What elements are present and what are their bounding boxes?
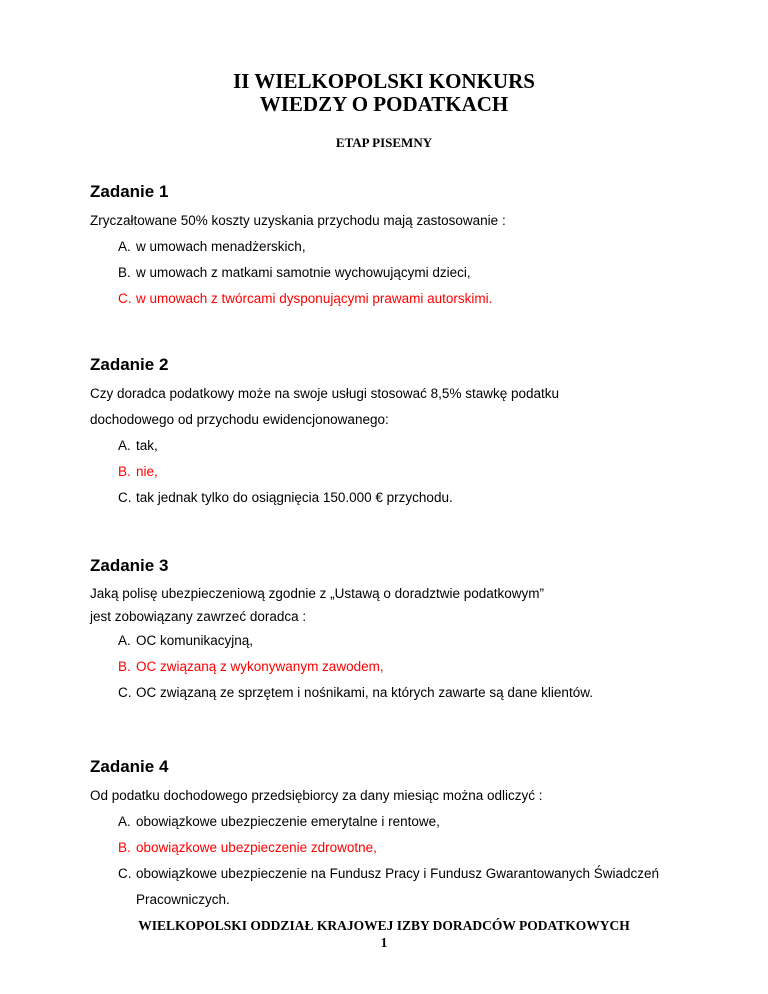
answer-list xyxy=(90,809,710,913)
option-letter: A. xyxy=(118,438,131,453)
question-line: dochodowego od przychodu ewidencjonowanego: xyxy=(90,412,389,427)
task-heading: Zadanie 2 xyxy=(90,355,169,374)
task-question xyxy=(90,582,710,628)
task-question xyxy=(90,208,710,234)
title-line-1: II WIELKOPOLSKI KONKURS xyxy=(233,69,535,93)
answer-list xyxy=(90,433,710,511)
option-text: OC komunikacyjną, xyxy=(136,633,254,648)
title-line-2: WIEDZY O PODATKACH xyxy=(259,92,509,116)
option-text: obowiązkowe ubezpieczenie zdrowotne, xyxy=(136,840,377,855)
option-text: obowiązkowe ubezpieczenie emerytalne i rentowe, xyxy=(136,814,440,829)
task-3 xyxy=(90,556,710,706)
option-text: obowiązkowe ubezpieczenie na Fundusz Pracy i Fundusz Gwarantowanych Świadczeń Pracowniczych. xyxy=(136,866,660,907)
answer-option-c-correct xyxy=(90,286,710,312)
task-4 xyxy=(90,757,710,913)
answer-list xyxy=(90,628,710,706)
option-letter: C. xyxy=(118,866,132,881)
option-letter: C. xyxy=(118,490,132,505)
option-letter: B. xyxy=(118,464,131,479)
footer-organization: WIELKOPOLSKI ODDZIAŁ KRAJOWEJ IZBY DORADCÓW PODATKOWYCH xyxy=(138,918,630,933)
answer-option-c xyxy=(90,680,710,706)
task-question xyxy=(90,381,710,433)
answer-option-a xyxy=(90,628,710,654)
option-letter: B. xyxy=(118,265,131,280)
option-letter: A. xyxy=(118,633,131,648)
question-line: Jaką polisę ubezpieczeniową zgodnie z „Ustawą o doradztwie podatkowym” xyxy=(90,586,544,601)
option-text: nie, xyxy=(136,464,158,479)
answer-option-a xyxy=(90,433,710,459)
subtitle: ETAP PISEMNY xyxy=(335,135,433,150)
answer-option-b-correct xyxy=(90,654,710,680)
option-letter: B. xyxy=(118,840,131,855)
answer-option-c xyxy=(90,485,710,511)
answer-option-b-correct xyxy=(90,835,710,861)
option-letter: C. xyxy=(118,291,132,306)
answer-option-a xyxy=(90,809,710,835)
document-footer xyxy=(0,917,768,951)
question-line: jest zobowiązany zawrzeć doradca : xyxy=(90,609,307,624)
task-heading: Zadanie 3 xyxy=(90,556,169,575)
answer-option-b xyxy=(90,260,710,286)
answer-list xyxy=(90,234,710,312)
answer-option-c xyxy=(90,861,710,913)
document-header xyxy=(0,70,768,151)
question-line: Czy doradca podatkowy może na swoje usługi stosować 8,5% stawkę podatku xyxy=(90,386,559,401)
option-text: OC związaną ze sprzętem i nośnikami, na których zawarte są dane klientów. xyxy=(136,685,593,700)
option-text: OC związaną z wykonywanym zawodem, xyxy=(136,659,384,674)
answer-option-a xyxy=(90,234,710,260)
option-letter: A. xyxy=(118,814,131,829)
option-letter: A. xyxy=(118,239,131,254)
question-line: Zryczałtowane 50% koszty uzyskania przychodu mają zastosowanie : xyxy=(90,213,506,228)
question-line: Od podatku dochodowego przedsiębiorcy za dany miesiąc można odliczyć : xyxy=(90,788,543,803)
option-text: w umowach menadżerskich, xyxy=(136,239,306,254)
page-number: 1 xyxy=(380,935,388,950)
option-letter: B. xyxy=(118,659,131,674)
option-letter: C. xyxy=(118,685,132,700)
task-heading: Zadanie 1 xyxy=(90,182,169,201)
task-1 xyxy=(90,182,710,312)
option-text: w umowach z matkami samotnie wychowującymi dzieci, xyxy=(136,265,471,280)
task-2 xyxy=(90,355,710,511)
task-question xyxy=(90,783,710,809)
option-text: tak jednak tylko do osiągnięcia 150.000 € przychodu. xyxy=(136,490,453,505)
option-text: w umowach z twórcami dysponującymi prawami autorskimi. xyxy=(136,291,493,306)
task-heading: Zadanie 4 xyxy=(90,757,169,776)
answer-option-b-correct xyxy=(90,459,710,485)
option-text: tak, xyxy=(136,438,158,453)
